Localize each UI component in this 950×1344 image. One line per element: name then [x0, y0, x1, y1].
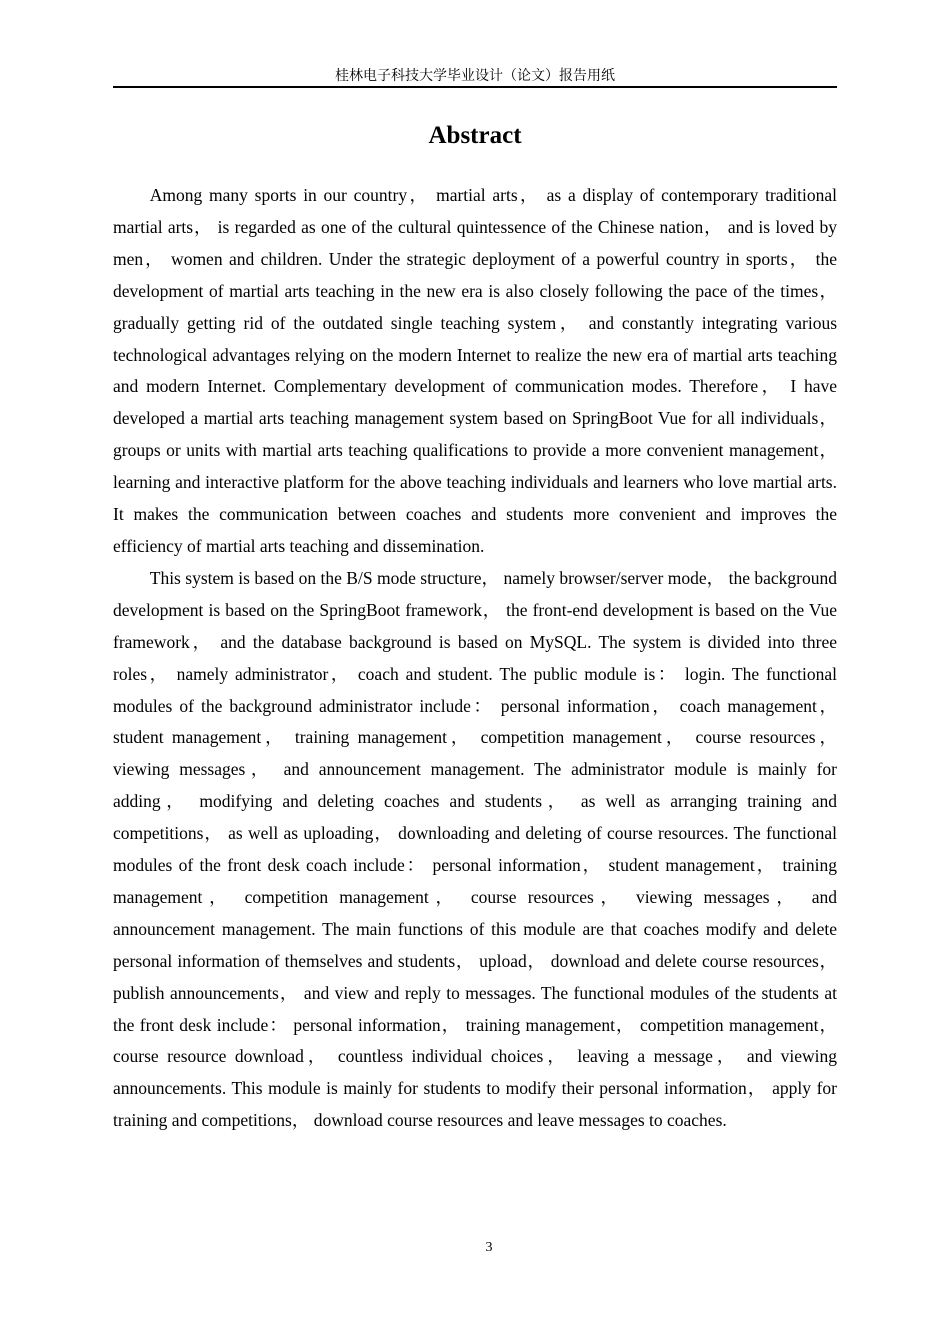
abstract-body	[113, 180, 837, 1137]
header-rule	[113, 86, 837, 88]
abstract-title: Abstract	[428, 122, 522, 149]
running-header: 桂林电子科技大学毕业设计（论文）报告用纸	[335, 68, 615, 84]
abstract-paragraph-2: This system is based on the B/S mode structure， namely browser/server mode， the background development is based on the SpringBoot framework， the front-end development is based on the Vue framework， and the database background is based on MySQL. The system is divided into three roles， namely administrator， coach and student. The public module is： login. The functional modules of the background administrator include： personal information， coach management， student management， training management， competition management， course resources， viewing messages， and announcement management. The administrator module is mainly for adding， modifying and deleting coaches and students， as well as arranging training and competitions， as well as uploading， downloading and deleting of course resources. The functional modules of the front desk coach include： personal information， student management， training management， competition management， course resources， viewing messages， and announcement management. The main functions of this module are that coaches modify and delete personal information of themselves and students， upload， download and delete course resources， publish announcements， and view and reply to messages. The functional modules of the students at the front desk include： personal information， training management， competition management， course resource download， countless individual choices， leaving a message， and viewing announcements. This module is mainly for students to modify their personal information， apply for training and competitions， download course resources and leave messages to coaches.	[113, 567, 837, 1131]
abstract-paragraph-1: Among many sports in our country， martial arts， as a display of contemporary traditional martial arts， is regarded as one of the cultural quintessence of the Chinese nation， and is loved by men， women and children. Under the strategic deployment of a powerful country in sports， the development of martial arts teaching in the new era is also closely following the pace of the times， gradually getting rid of the outdated single teaching system， and constantly integrating various technological advantages relying on the modern Internet to realize the new era of martial arts teaching and modern Internet. Complementary development of communication modes. Therefore， I have developed a martial arts teaching management system based on SpringBoot Vue for all individuals， groups or units with martial arts teaching qualifications to provide a more convenient management， learning and interactive platform for the above teaching individuals and learners who love martial arts. It makes the communication between coaches and students more convenient and improves the efficiency of martial arts teaching and dissemination.	[113, 185, 837, 556]
page-number: 3	[485, 1240, 493, 1255]
